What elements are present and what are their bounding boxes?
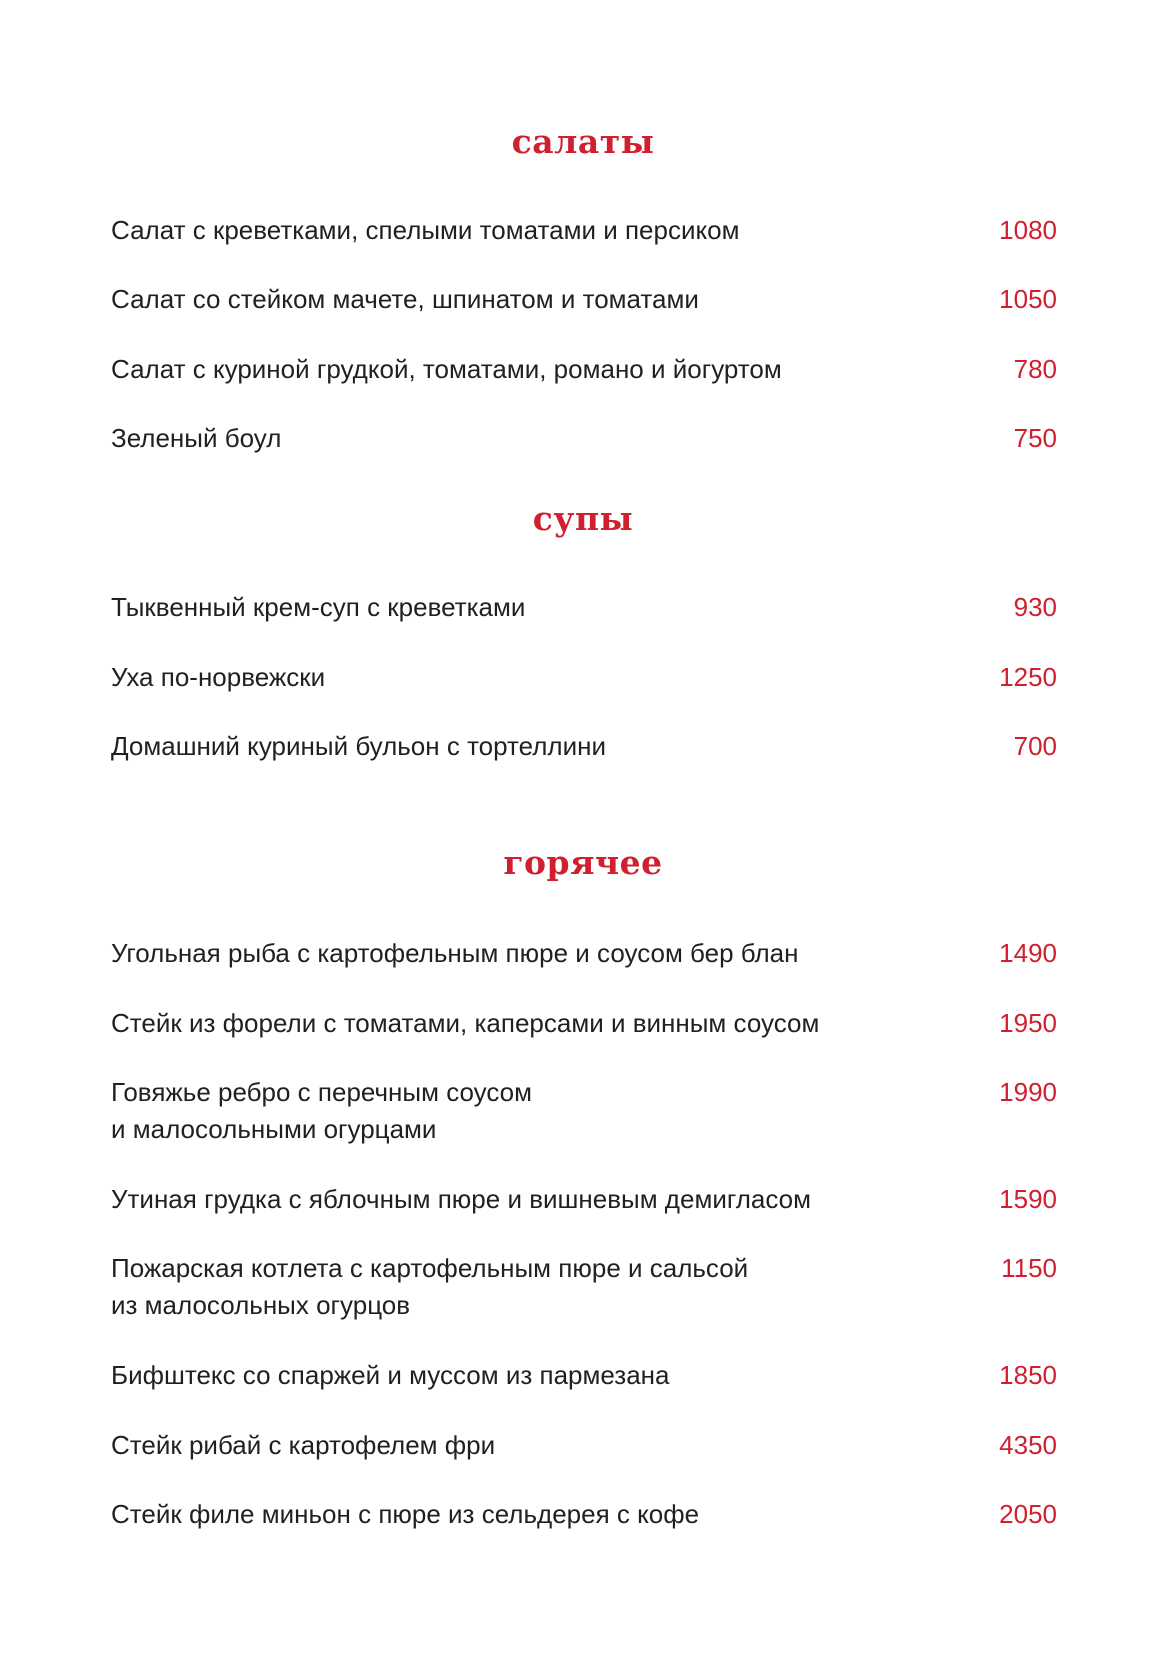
- section-title-hot-dishes: горячее: [503, 843, 663, 882]
- item-name: Тыквенный крем-суп с креветками: [111, 592, 526, 622]
- item-price: 4350: [999, 1430, 1057, 1460]
- item-name: Уха по-норвежски: [111, 662, 326, 692]
- item-name: Стейк филе миньон с пюре из сельдерея с кофе: [111, 1499, 700, 1529]
- item-price: 930: [1013, 592, 1057, 622]
- section-title-soups: супы: [532, 499, 634, 538]
- item-price: 1250: [999, 662, 1057, 692]
- item-price: 1950: [999, 1008, 1057, 1038]
- item-name: [111, 1074, 911, 1148]
- item-name: Угольная рыба с картофельным пюре и соусом бер блан: [111, 938, 799, 968]
- item-price: 1590: [999, 1184, 1057, 1214]
- item-name: Утиная грудка с яблочным пюре и вишневым демигласом: [111, 1184, 812, 1214]
- item-name: Бифштекс со спаржей и муссом из пармезана: [111, 1360, 670, 1390]
- item-name: Стейк из форели с томатами, каперсами и винным соусом: [111, 1008, 820, 1038]
- item-name: Зеленый боул: [111, 423, 282, 453]
- item-price: 700: [1013, 731, 1057, 761]
- item-name-line-2: и малосольными огурцами: [111, 1114, 437, 1144]
- item-name-line-1: Пожарская котлета с картофельным пюре и сальсой: [111, 1253, 749, 1283]
- item-price: 2050: [999, 1499, 1057, 1529]
- item-price: 750: [1013, 423, 1057, 453]
- item-name-line-1: Говяжье ребро с перечным соусом: [111, 1077, 532, 1107]
- item-name: Салат со стейком мачете, шпинатом и томатами: [111, 284, 699, 314]
- item-price: 1080: [999, 215, 1057, 245]
- item-price: 1850: [999, 1360, 1057, 1390]
- item-name: [111, 1250, 911, 1324]
- item-name-line-2: из малосольных огурцов: [111, 1290, 411, 1320]
- item-name: Салат с куриной грудкой, томатами, романо и йогуртом: [111, 354, 782, 384]
- section-title-salads: салаты: [511, 122, 655, 161]
- item-name: Стейк рибай с картофелем фри: [111, 1430, 496, 1460]
- item-price: 780: [1013, 354, 1057, 384]
- item-price: 1490: [999, 938, 1057, 968]
- item-price: 1990: [999, 1077, 1057, 1107]
- item-price: 1050: [999, 284, 1057, 314]
- item-name: Домашний куриный бульон с тортеллини: [111, 731, 606, 761]
- item-price: 1150: [1001, 1253, 1057, 1283]
- item-name: Салат с креветками, спелыми томатами и персиком: [111, 215, 740, 245]
